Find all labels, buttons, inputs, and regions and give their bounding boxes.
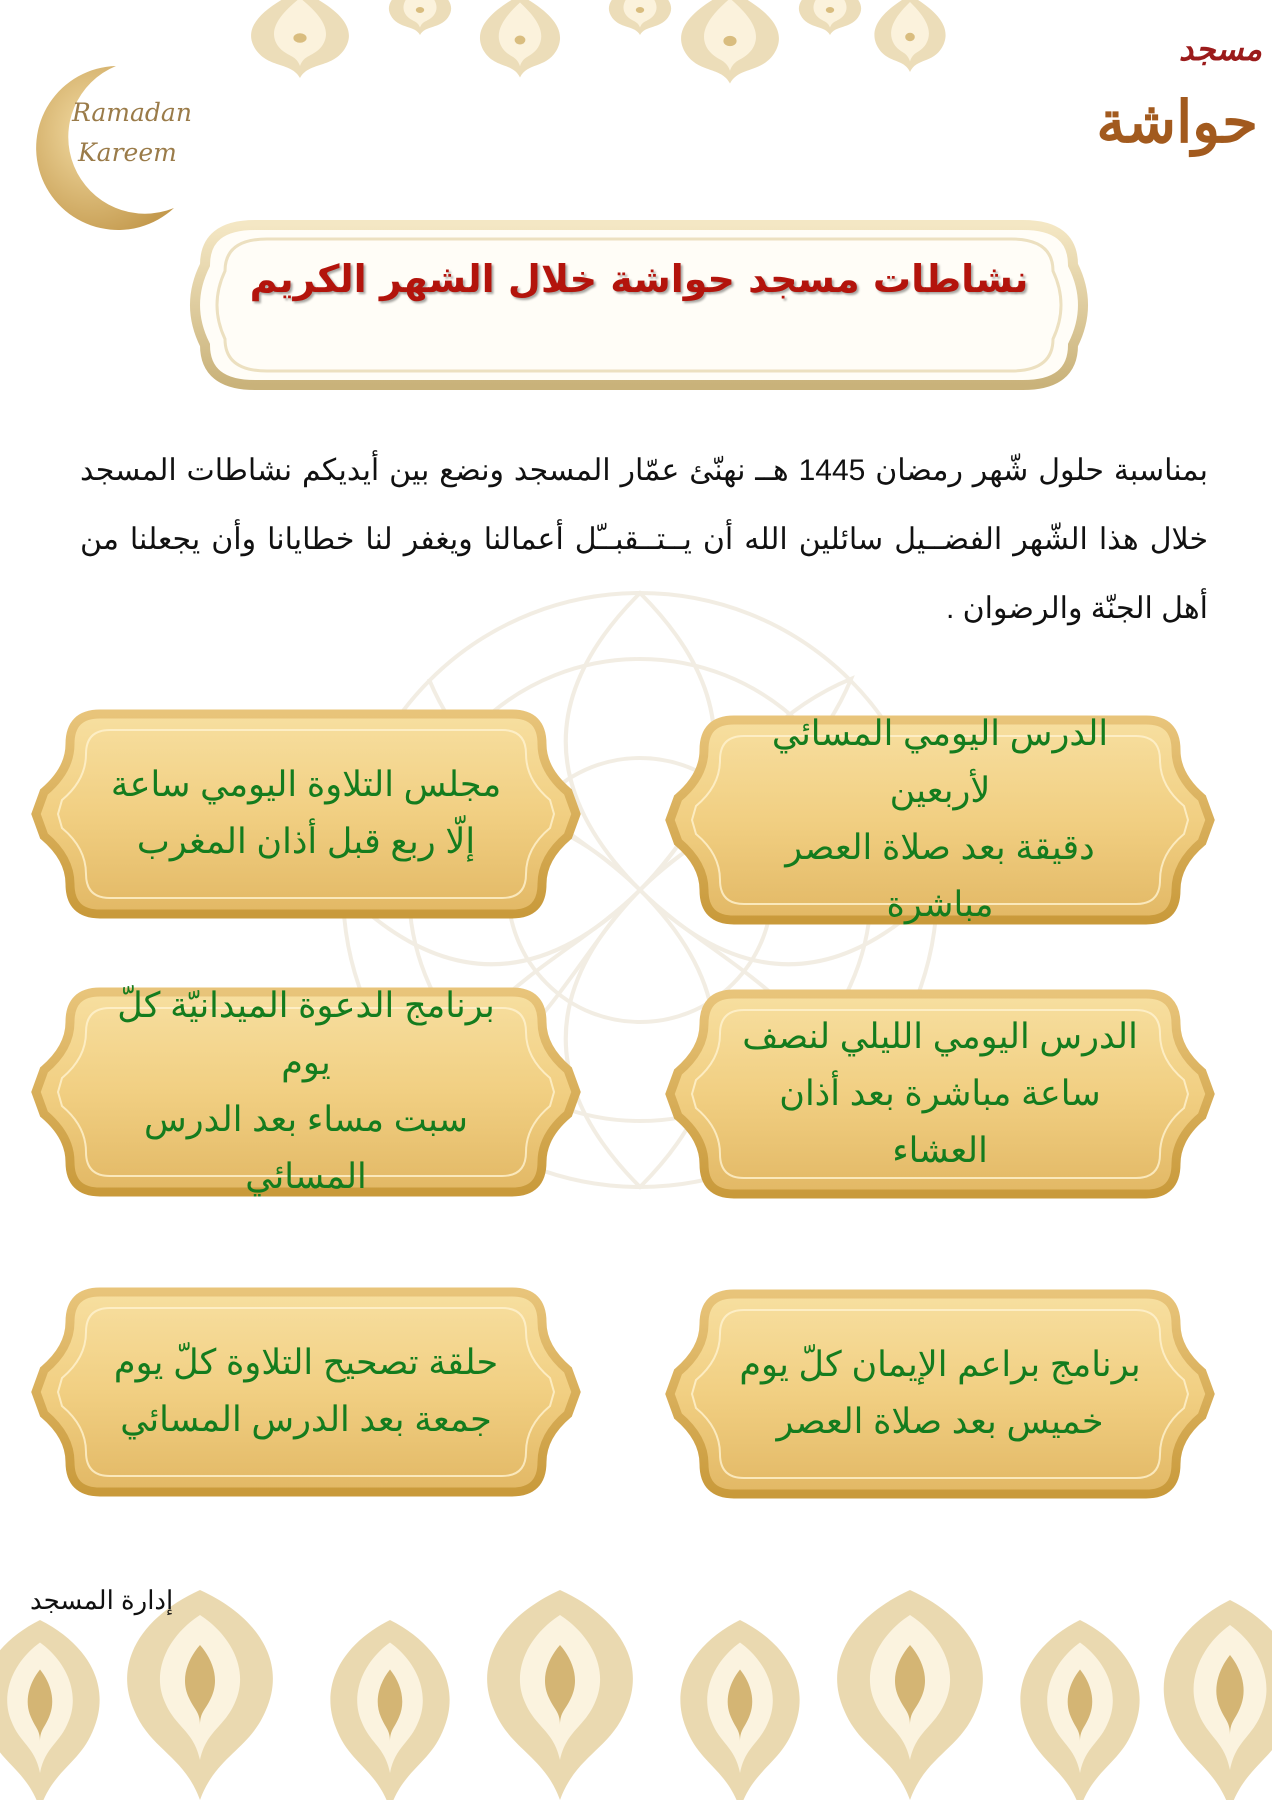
signature: إدارة المسجد (30, 1585, 174, 1615)
bottom-ornament (0, 1590, 1272, 1800)
activity-text (734, 714, 1146, 924)
activity-text (100, 986, 512, 1196)
activity-line-2: إلّا ربع قبل أذان المغرب (136, 822, 476, 861)
activity-line-2: سبت مساء بعد الدرس المسائي (144, 1100, 468, 1196)
banner-frame (185, 205, 1093, 405)
activity-line-2: خميس بعد صلاة العصر (776, 1402, 1104, 1441)
activity-card (30, 1278, 582, 1506)
activity-card (30, 978, 582, 1206)
mosque-logo-word-2: حواشة (1096, 88, 1258, 156)
page-title: نشاطات مسجد حواشة خلال الشهر الكريم (249, 257, 1029, 301)
kareem-script-text: Kareem (78, 138, 177, 167)
activity-card (664, 980, 1216, 1208)
activity-text (734, 1318, 1146, 1468)
activity-card (30, 700, 582, 928)
activity-line-1: برنامج الدعوة الميدانيّة كلّ يوم (117, 986, 495, 1082)
activity-card (664, 1280, 1216, 1508)
intro-paragraph: بمناسبة حلول شّهر رمضان 1445 هــ نهنّئ عمّار المسجد ونضع بين أيديكم نشاطات المسجد خلال هذا الشّهر الفضــيل سائلين الله أن يــتــقبــّل أعمالنا ويغفر لنا خطايانا وأن يجعلنا من أهل الجنّة والرضوان . (80, 454, 1208, 625)
activity-line-1: برنامج براعم الإيمان كلّ يوم (739, 1345, 1141, 1384)
activity-card (664, 706, 1216, 934)
activity-text (100, 738, 512, 888)
activity-line-1: الدرس اليومي الليلي لنصف (742, 1016, 1138, 1056)
activity-line-1: الدرس اليومي المسائي لأربعين (771, 714, 1109, 810)
top-ornament (0, 0, 1272, 110)
activity-text (100, 1316, 512, 1466)
mosque-logo (1096, 26, 1270, 201)
activity-line-1: مجلس التلاوة اليومي ساعة (110, 765, 502, 804)
activity-line-2: ساعة مباشرة بعد أذان العشاء (779, 1073, 1101, 1170)
ramadan-script-text: Ramadan (72, 98, 192, 127)
activity-line-2: جمعة بعد الدرس المسائي (120, 1400, 492, 1439)
ramadan-kareem-logo (6, 58, 192, 238)
title-banner (185, 205, 1093, 405)
activity-line-2: دقيقة بعد صلاة العصر مباشرة (785, 828, 1095, 924)
activity-text (734, 1018, 1146, 1168)
activity-line-1: حلقة تصحيح التلاوة كلّ يوم (113, 1343, 499, 1382)
mosque-logo-word-1: مسجد (1178, 30, 1262, 68)
